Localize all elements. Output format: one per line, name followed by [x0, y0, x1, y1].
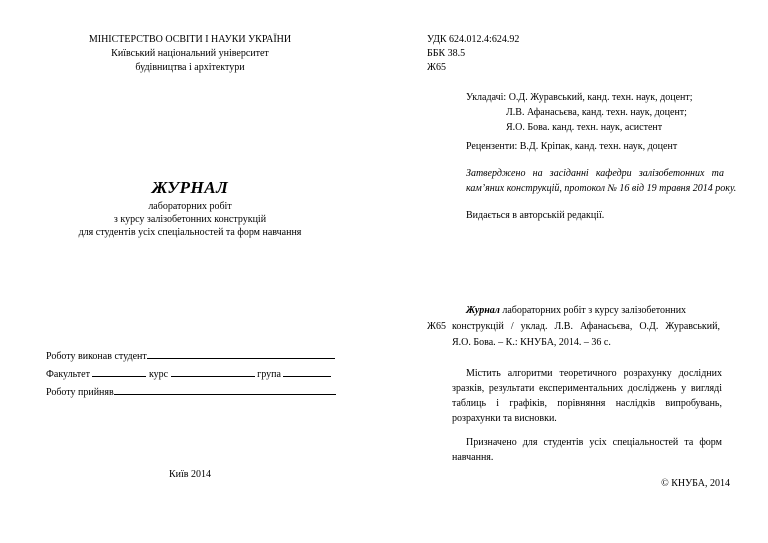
- compiler-2: Л.В. Афанасьєва, канд. техн. наук, доцент;: [506, 107, 687, 118]
- biblio-line-2: [427, 321, 727, 333]
- purpose-paragraph: [452, 437, 722, 464]
- abstract-paragraph: [452, 368, 722, 425]
- journal-subtitle-3: для студентів усіх спеціальностей та форм навчання: [78, 227, 302, 239]
- biblio-line-2-text: конструкцій / уклад. Л.В. Афанасьєва, О.Д. Журавський,: [452, 321, 720, 332]
- abstract-line-2: зразків, результати експериментальних досліджень у вигляді: [452, 383, 722, 394]
- copyright-notice: © КНУБА, 2014: [661, 478, 730, 489]
- biblio-line-1-rest: лабораторних робіт з курсу залізобетонних: [499, 305, 687, 316]
- biblio-line-1: [427, 305, 727, 317]
- field-row-student: [46, 349, 346, 363]
- purpose-line-2: навчання.: [452, 452, 494, 463]
- journal-subtitle-1: лабораторних робіт: [148, 201, 232, 213]
- field-label-group: група: [257, 369, 281, 380]
- udk-code: УДК 624.012.4:624.92: [427, 34, 520, 45]
- edition-note: Видається в авторській редакції.: [466, 210, 605, 221]
- compiler-1: О.Д. Журавський, канд. техн. наук, доцент;: [508, 92, 693, 103]
- book-code: Ж65: [427, 62, 446, 73]
- title-block: [40, 178, 340, 239]
- university-name: Київський національний університет: [111, 48, 269, 59]
- compiler-3: Я.О. Бова. канд. техн. наук, асистент: [506, 122, 663, 133]
- biblio-line-3: Я.О. Бова. – К.: КНУБА, 2014. – 36 с.: [452, 337, 611, 348]
- university-name-cont: будівництва і архітектури: [135, 62, 245, 73]
- reviewers-row: [466, 141, 677, 153]
- left-header: [40, 34, 340, 74]
- abstract-line-4: розрахунки та висновки.: [452, 413, 557, 424]
- ministry-name: МІНІСТЕРСТВО ОСВІТИ І НАУКИ УКРАЇНИ: [88, 34, 292, 45]
- abstract-line-1: Містить алгоритми теоретичного розрахунку дослідних: [466, 368, 722, 379]
- journal-title: ЖУРНАЛ: [151, 178, 229, 197]
- field-row-accepted: [46, 385, 346, 399]
- compilers-row-1: [466, 92, 726, 104]
- compilers-label: Укладачі:: [466, 92, 507, 103]
- biblio-title: Журнал: [466, 305, 500, 316]
- field-line-student[interactable]: [147, 349, 335, 359]
- purpose-line-1: Призначено для студентів усіх спеціальностей та форм: [466, 437, 722, 448]
- field-label-course: курс: [148, 369, 169, 380]
- biblio-code: Ж65: [427, 321, 446, 332]
- field-row-faculty: [46, 367, 346, 381]
- student-fields: [46, 349, 346, 399]
- reviewer-1: В.Д. Кріпак, канд. техн. наук, доцент: [519, 141, 678, 152]
- field-label-student: Роботу виконав студент: [46, 351, 147, 362]
- approval-line-2: кам’яних конструкцій, протокол № 16 від 19 травня 2014 року.: [466, 183, 737, 194]
- approval-note: [466, 168, 737, 195]
- city-year: Київ 2014: [168, 469, 212, 480]
- field-line-faculty[interactable]: [92, 367, 146, 377]
- compilers-block: [466, 92, 726, 134]
- classification-codes: [427, 34, 519, 74]
- field-label-accepted: Роботу прийняв: [46, 387, 114, 398]
- bibliographic-record: [427, 305, 727, 349]
- approval-line-1: Затверджено на засіданні кафедри залізобетонних та: [466, 168, 724, 179]
- field-line-course[interactable]: [171, 367, 255, 377]
- field-label-faculty: Факультет: [46, 369, 90, 380]
- journal-subtitle-2: з курсу залізобетонних конструкцій: [113, 214, 267, 226]
- field-line-group[interactable]: [283, 367, 331, 377]
- abstract-line-3: таблиць і графіків, порівняння наслідків випробувань,: [452, 398, 722, 409]
- reviewers-label: Рецензенти:: [466, 141, 518, 152]
- bbk-code: ББК 38.5: [427, 48, 466, 59]
- field-line-accepted[interactable]: [114, 385, 336, 395]
